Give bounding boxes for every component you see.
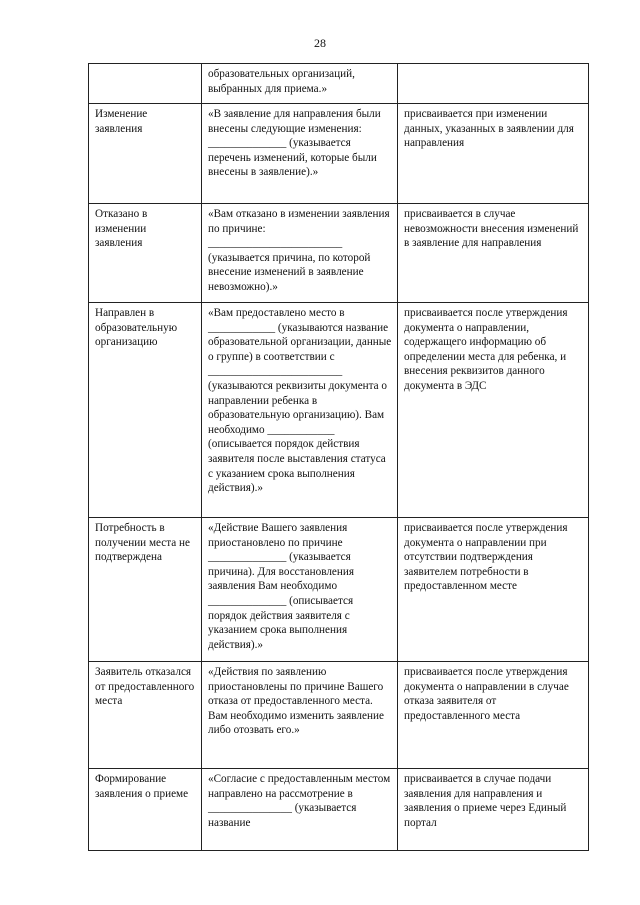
description-cell [398,769,589,851]
message-cell [202,662,398,769]
status-text: Потребность в получении места не подтверждена [95,522,190,564]
description-text: присваивается после утверждения документа о направлении при отсутствии подтверждения заявителем потребности в предоставленном месте [404,522,568,593]
status-table [88,63,589,851]
description-cell [398,104,589,204]
table-row [89,662,589,769]
message-cell [202,204,398,303]
message-text: «Вам отказано в изменении заявления по причине: ________________________ (указывается причина, по которой внесение изменений в заявление невозможно).» [208,208,390,293]
status-cell [89,769,202,851]
message-cell [202,104,398,204]
status-cell [89,303,202,518]
status-cell [89,64,202,104]
table-row [89,104,589,204]
status-cell [89,204,202,303]
description-text: присваивается в случае невозможности внесения изменений в заявление для направления [404,208,579,250]
message-cell [202,64,398,104]
description-text: присваивается при изменении данных, указанных в заявлении для направления [404,108,574,150]
page-number: 28 [314,36,326,50]
status-text: Направлен в образовательную организацию [95,307,178,349]
message-cell [202,518,398,662]
message-text: образовательных организаций, выбранных для приема.» [208,68,355,95]
description-cell [398,303,589,518]
table-row [89,303,589,518]
status-cell [89,518,202,662]
message-cell [202,769,398,851]
status-text: Формирование заявления о приеме [95,773,189,800]
message-text: «Действия по заявлению приостановлены по причине Вашего отказа от предоставленного места. Вам необходимо изменить заявление либо отозвать его.» [208,666,384,737]
description-text: присваивается после утверждения документа о направлении, содержащего информацию об определении места для ребенка, и внесения реквизитов данного документа в ЭДС [404,307,568,392]
message-text: «Действие Вашего заявления приостановлено по причине ______________ (указывается причина). Для восстановления заявления Вам необходимо ______________ (описывается порядок действия заявителя с указанием срока выполнения действия).» [208,522,354,651]
table-row [89,204,589,303]
table-row [89,64,589,104]
message-text: «В заявление для направления были внесены следующие изменения: ______________ (указывается перечень изменений, которые были внесены в заявление).» [208,108,381,179]
description-text: присваивается в случае подачи заявления для направления и заявления о приеме через Единый портал [404,773,567,829]
table-row [89,518,589,662]
description-cell [398,204,589,303]
status-text: Заявитель отказался от предоставленного места [95,666,195,708]
description-cell [398,64,589,104]
description-cell [398,662,589,769]
status-cell [89,104,202,204]
table-row [89,769,589,851]
status-text: Отказано в изменении заявления [95,208,148,250]
message-text: «Вам предоставлено место в ____________ (указываются название образовательной организации, данные о группе) в соответствии с ________________________ (указываются реквизиты документа о направлении ребенка в образовательную организацию). Вам необходимо ____________ (описывается порядок действия заявителя после выставления статуса с указанием срока выполнения действия).» [208,307,392,495]
description-cell [398,518,589,662]
message-text: «Согласие с предоставленным местом направлено на рассмотрение в _______________ (указывается название [208,773,391,829]
status-text: Изменение заявления [95,108,148,135]
message-cell [202,303,398,518]
description-text: присваивается после утверждения документа о направлении в случае отказа заявителя от предоставленного места [404,666,569,722]
status-cell [89,662,202,769]
